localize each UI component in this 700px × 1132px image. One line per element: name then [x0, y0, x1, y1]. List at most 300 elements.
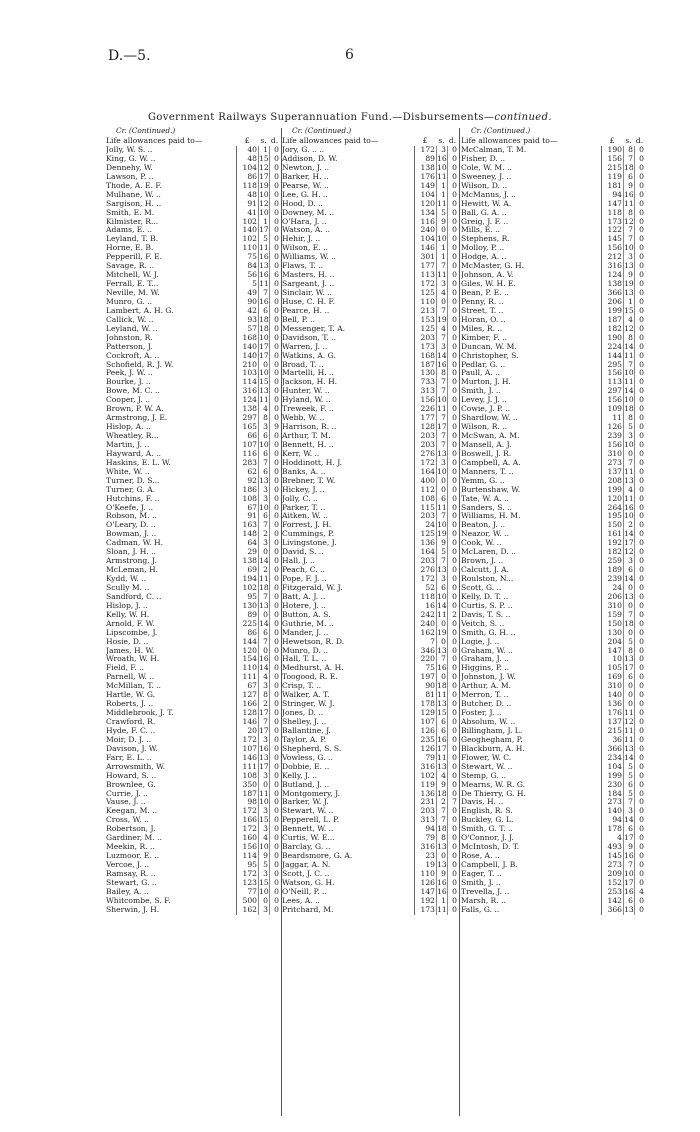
amount-shillings: 6 [436, 584, 447, 593]
amount-pence: 0 [634, 754, 645, 763]
amount-pounds: 172 [236, 825, 258, 834]
payee-name: Arthur, A. M. [461, 682, 512, 691]
amount-shillings: 0 [258, 361, 269, 370]
amount-pence: 0 [269, 691, 280, 700]
amount-shillings: 7 [623, 155, 634, 164]
amount-pence: 0 [269, 557, 280, 566]
payee-name: O'Leary, D. .. [106, 521, 156, 530]
amount-pounds: 48 [236, 155, 258, 164]
amount-pounds: 253 [601, 888, 623, 897]
amount-pounds: 234 [601, 754, 623, 763]
amount-pounds: 102 [236, 584, 258, 593]
amount-shillings: 12 [259, 162, 269, 172]
amount-pence: 0 [447, 718, 458, 727]
payee-name: Johnston, J. W. [461, 673, 516, 682]
amount-pounds: 136 [601, 700, 623, 709]
ledger-column-1 [106, 126, 280, 915]
amount-pence: 0 [269, 164, 280, 173]
amount-pounds: 273 [601, 459, 623, 468]
amount-pence: 0 [447, 191, 458, 200]
amount-pence: 0 [447, 781, 458, 790]
payee-name: Leyland, T. B. [106, 235, 159, 244]
amount-shillings: 8 [258, 414, 269, 423]
amount-pence: 0 [269, 253, 280, 262]
amount-pounds: 108 [414, 495, 436, 504]
payee-name: Lambert, A. H. G. [106, 306, 174, 315]
amount-pence: 0 [269, 405, 280, 414]
amount-pence: 0 [447, 575, 458, 584]
amount-pounds: 110 [414, 298, 436, 307]
payee-name: Cadman, W. H. [106, 539, 163, 548]
amount-pounds: 276 [414, 566, 436, 575]
amount-pounds: 276 [414, 450, 436, 459]
amount-pounds: 126 [601, 423, 623, 432]
amount-shillings: 6 [258, 432, 269, 441]
amount-shillings: 10 [624, 868, 634, 878]
amount-pence: 0 [269, 468, 280, 477]
amount-shillings: 7 [436, 557, 447, 566]
amount-pounds: 124 [236, 396, 258, 405]
amount-pence: 0 [269, 816, 280, 825]
payee-name: Kelly, D. T. .. [461, 592, 509, 601]
column-heading: Life allowances paid to— [461, 136, 558, 145]
payee-name: Sanders, S. .. [461, 503, 512, 512]
amount-pence: 0 [447, 504, 458, 513]
amount-shillings: 10 [259, 797, 269, 807]
amount-shillings: 18 [437, 824, 447, 834]
payee-name: Toogood, R. E. [282, 673, 338, 682]
payee-name: Fitzgerald, W. J. [282, 583, 343, 592]
amount-pence: 0 [269, 369, 280, 378]
amount-pence: 0 [634, 146, 645, 155]
payee-name: Mearns, W. R. G. [461, 780, 526, 789]
amount-shillings: 13 [437, 645, 447, 655]
amount-pounds: 182 [601, 548, 623, 557]
amount-pounds: 164 [414, 468, 436, 477]
payee-name: Parker, T. .. [282, 503, 326, 512]
payee-name: Neville, M. W. [106, 289, 160, 297]
amount-shillings: 8 [623, 647, 634, 656]
amount-shillings: 8 [623, 146, 634, 155]
payee-name: Campbell, A. A. [461, 458, 521, 467]
amount-shillings: 11 [624, 725, 634, 735]
amount-pounds: 173 [414, 906, 436, 915]
amount-shillings: 0 [436, 226, 447, 235]
amount-pounds: 77 [236, 888, 258, 897]
amount-pounds: 273 [601, 861, 623, 870]
amount-pence: 0 [447, 763, 458, 772]
payee-name: Mansell, A. J. [461, 440, 512, 449]
payee-name: Eager, T. .. [461, 869, 502, 878]
amount-pence: 0 [269, 825, 280, 834]
amount-pounds: 36 [601, 736, 623, 745]
amount-pounds: 138 [236, 405, 258, 414]
payee-name: Beardsmore, G. A. [282, 852, 353, 861]
amount-pounds: 104 [601, 763, 623, 772]
amount-pence: 0 [447, 861, 458, 870]
amount-shillings: 10 [624, 368, 634, 378]
amount-pounds: 108 [236, 495, 258, 504]
payee-name: Armstrong, J. E. [106, 414, 168, 423]
payee-name: Sinclair, W. .. [282, 289, 332, 297]
amount-pounds: 493 [601, 843, 623, 852]
amount-shillings: 10 [624, 439, 634, 449]
amount-pounds: 163 [236, 521, 258, 530]
amount-pounds: 125 [414, 325, 436, 334]
amount-pounds: 118 [414, 593, 436, 602]
amount-pounds: 226 [414, 405, 436, 414]
amount-pounds: 130 [236, 602, 258, 611]
amount-shillings: 7 [623, 361, 634, 370]
amount-shillings: 0 [623, 700, 634, 709]
amount-pence: 0 [269, 298, 280, 307]
amount-pence: 0 [269, 673, 280, 682]
amount-pounds: 95 [236, 861, 258, 870]
amount-pence: 0 [447, 727, 458, 736]
payee-name: Wroath, W. H. [106, 655, 160, 664]
amount-shillings: 0 [436, 638, 447, 647]
amount-pounds: 107 [236, 441, 258, 450]
amount-pounds: 40 [236, 146, 258, 155]
amount-pence: 0 [447, 548, 458, 557]
payee-name: Jaggar, A. N. [282, 861, 331, 869]
amount-shillings: 2 [258, 530, 269, 539]
amount-shillings: 15 [437, 708, 447, 718]
amount-pounds: 16 [414, 602, 436, 611]
amount-pounds: 283 [236, 459, 258, 468]
payee-name: Wilson, R. .. [461, 423, 508, 432]
payee-name: Whitcombe, S. F. [106, 896, 171, 905]
payee-name: Neazor, W. .. [461, 530, 509, 539]
payee-name: Watkins, A. G. [282, 351, 336, 360]
amount-shillings: 11 [259, 395, 269, 405]
payee-name: Jackson, H. H. [282, 378, 338, 387]
payee-name: Brown, J. .. [461, 557, 504, 566]
amount-pounds: 84 [236, 262, 258, 271]
amount-pence: 0 [447, 325, 458, 334]
payee-name: Shepherd, S. S. [282, 744, 342, 753]
amount-shillings: 19 [259, 180, 269, 190]
amount-shillings: 3 [623, 432, 634, 441]
amount-shillings: 9 [258, 852, 269, 861]
amount-pence: 0 [634, 477, 645, 486]
payee-name: Currie, J. .. [106, 789, 148, 798]
amount-pence: 0 [269, 280, 280, 289]
payee-name: Kilmister, R... [106, 217, 159, 226]
payee-name: Hunter, W. .. [282, 387, 330, 396]
amount-shillings: 10 [259, 886, 269, 896]
amount-pence: 0 [269, 387, 280, 396]
amount-shillings: 10 [259, 189, 269, 199]
amount-pounds: 224 [601, 343, 623, 352]
amount-pounds: 153 [414, 316, 436, 325]
amount-shillings: 18 [624, 162, 634, 172]
amount-pounds: 115 [414, 504, 436, 513]
amount-pence: 0 [634, 262, 645, 271]
payee-name: Cole, W. M. .. [461, 163, 512, 172]
payee-name: Banks, A. .. [282, 467, 326, 476]
amount-shillings: 3 [436, 343, 447, 352]
amount-shillings: 5 [258, 861, 269, 870]
amount-shillings: 13 [259, 261, 269, 271]
amount-shillings: 3 [623, 807, 634, 816]
amount-pounds: 29 [236, 548, 258, 557]
payee-name: Mitchell, W. J. [106, 271, 159, 280]
payee-name: McMaster, G. H. [461, 262, 525, 271]
payee-name: Hartle, W. G. [106, 691, 156, 700]
amount-pence: 0 [269, 790, 280, 799]
amount-pence: 0 [269, 378, 280, 387]
amount-pence: 0 [634, 218, 645, 227]
amount-shillings: 0 [623, 682, 634, 691]
amount-shillings: 7 [258, 638, 269, 647]
amount-pounds: 138 [236, 557, 258, 566]
amount-pounds: 113 [601, 378, 623, 387]
payee-name: Butland, J. .. [282, 780, 330, 789]
payee-name: McLaren, D. .. [461, 548, 516, 557]
amount-shillings: 6 [436, 718, 447, 727]
amount-shillings: 6 [258, 468, 269, 477]
amount-shillings: 14 [624, 386, 634, 396]
amount-pence: 0 [634, 861, 645, 870]
payee-name: Hislop, J. .. [106, 601, 148, 610]
amount-shillings: 3 [258, 495, 269, 504]
amount-pence: 0 [447, 834, 458, 843]
payee-name: McCalman, T. M. [461, 146, 527, 154]
amount-pence: 0 [634, 504, 645, 513]
amount-shillings: 19 [437, 529, 447, 539]
amount-pounds: 156 [414, 396, 436, 405]
payee-name: Beaton, J. .. [461, 521, 506, 530]
amount-pence: 0 [634, 825, 645, 834]
amount-pence: 0 [634, 191, 645, 200]
payee-name: Burtenshaw, W. [461, 485, 521, 494]
amount-pounds: 75 [414, 664, 436, 673]
amount-pounds: 69 [236, 566, 258, 575]
payee-name: Thode, A. E. F. [106, 181, 162, 190]
payee-name: Masters, H. .. [282, 271, 335, 280]
amount-pence: 0 [269, 834, 280, 843]
payee-name: Callick, W. .. [106, 315, 154, 324]
amount-shillings: 3 [258, 807, 269, 816]
amount-pounds: 264 [601, 504, 623, 513]
amount-shillings: 0 [623, 691, 634, 700]
amount-pounds: 316 [236, 387, 258, 396]
payee-name: Street, T. .. [461, 306, 504, 315]
payee-name: Hood, D. .. [282, 199, 323, 208]
amount-shillings: 13 [437, 761, 447, 771]
amount-pounds: 146 [236, 718, 258, 727]
amount-pounds: 176 [601, 709, 623, 718]
amount-pounds: 173 [601, 218, 623, 227]
amount-pounds: 297 [601, 387, 623, 396]
amount-pence: 0 [447, 709, 458, 718]
amount-pounds: 104 [236, 164, 258, 173]
amount-pence: 0 [634, 790, 645, 799]
amount-pence: 0 [269, 334, 280, 343]
amount-shillings: 1 [436, 182, 447, 191]
amount-shillings: 13 [624, 743, 634, 753]
payee-name: Adams, E. .. [106, 226, 152, 235]
payee-name: Hutchins, F. .. [106, 494, 160, 503]
amount-pence: 0 [447, 316, 458, 325]
amount-pence: 0 [634, 575, 645, 584]
payee-name: Giles, W. H. E. [461, 280, 516, 289]
title-continued: continued. [494, 112, 552, 123]
amount-shillings: 9 [436, 781, 447, 790]
amount-pence: 0 [634, 521, 645, 530]
amount-pounds: 138 [601, 280, 623, 289]
amount-pence: 0 [269, 146, 280, 155]
amount-shillings: 6 [623, 897, 634, 906]
payee-name: Scully M. .. [106, 583, 150, 592]
amount-shillings: 8 [623, 334, 634, 343]
amount-pence: 0 [447, 664, 458, 673]
amount-pence: 0 [447, 673, 458, 682]
amount-pence: 0 [447, 539, 458, 548]
payee-name: Sargeant, J. .. [282, 280, 335, 289]
amount-pence: 0 [634, 378, 645, 387]
amount-pence: 0 [634, 512, 645, 521]
amount-shillings: 5 [258, 235, 269, 244]
amount-shillings: 13 [437, 842, 447, 852]
amount-pounds: 147 [414, 888, 436, 897]
payee-name: Sherwin, J. H. [106, 905, 160, 914]
payee-name: Brown, P. W. A. [106, 405, 164, 414]
amount-pounds: 152 [601, 879, 623, 888]
amount-pence: 0 [447, 736, 458, 745]
payee-name: Peach, C. .. [282, 566, 325, 575]
payee-name: Sweeney, J. .. [461, 172, 512, 181]
amount-pounds: 189 [601, 566, 623, 575]
amount-pounds: 242 [414, 611, 436, 620]
payee-name: Walker, A. T. [282, 691, 330, 700]
amount-shillings: 16 [437, 734, 447, 744]
amount-pence: 0 [447, 423, 458, 432]
payee-name: Bowe, M. C. .. [106, 387, 160, 396]
amount-pounds: 184 [601, 790, 623, 799]
payee-name: Arrowsmith, W. [106, 762, 166, 771]
payee-name: Davis, T. S. .. [461, 610, 511, 619]
payee-name: Kerr, W. .. [282, 449, 320, 458]
amount-shillings: 10 [437, 234, 447, 244]
payee-name: Hoddinott, H. J. [282, 458, 343, 467]
amount-shillings: 0 [436, 852, 447, 861]
amount-shillings: 7 [436, 655, 447, 664]
payee-name: Watson, A. .. [282, 226, 331, 235]
amount-shillings: 17 [259, 171, 269, 181]
payee-name: Tate, W. A. .. [461, 494, 509, 503]
amount-pence: 2 [447, 611, 458, 620]
amount-pence: 0 [447, 280, 458, 289]
payee-name: Harrison, R. .. [282, 423, 337, 432]
amount-pence: 0 [269, 897, 280, 906]
amount-pence: 0 [634, 781, 645, 790]
amount-pounds: 346 [414, 647, 436, 656]
amount-pence: 0 [447, 790, 458, 799]
amount-pounds: 230 [601, 781, 623, 790]
amount-pounds: 301 [414, 253, 436, 262]
payee-name: Martelli, H. .. [282, 369, 334, 378]
amount-pence: 0 [447, 414, 458, 423]
amount-shillings: 7 [258, 459, 269, 468]
amount-shillings: 11 [624, 734, 634, 744]
amount-shillings: 10 [259, 332, 269, 342]
payee-name: Bell, P. .. [282, 315, 315, 324]
amount-pence: 0 [634, 316, 645, 325]
amount-shillings: 0 [258, 781, 269, 790]
amount-pence: 0 [269, 602, 280, 611]
amount-shillings: 17 [624, 833, 634, 843]
payee-name: Jones, D. .. [282, 709, 324, 718]
payee-name: Wilson, D. .. [461, 181, 508, 190]
amount-pence: 0 [269, 226, 280, 235]
amount-shillings: 4 [623, 316, 634, 325]
amount-pounds: 172 [414, 146, 436, 155]
amount-pounds: 126 [414, 745, 436, 754]
amount-pounds: 140 [601, 807, 623, 816]
amount-shillings: 14 [624, 752, 634, 762]
amount-shillings: 15 [259, 153, 269, 163]
amount-pounds: 168 [414, 352, 436, 361]
amount-shillings: 11 [624, 493, 634, 503]
payee-name: Howard, S. .. [106, 771, 157, 780]
amount-shillings: 18 [437, 788, 447, 798]
amount-shillings: 12 [624, 216, 634, 226]
amount-shillings: 17 [624, 663, 634, 673]
amount-shillings: 11 [437, 404, 447, 414]
amount-shillings: 11 [624, 466, 634, 476]
amount-pence: 0 [269, 888, 280, 897]
amount-pounds: 203 [414, 441, 436, 450]
amount-pounds: 150 [601, 521, 623, 530]
amount-pounds: 98 [236, 798, 258, 807]
amount-shillings: 3 [258, 906, 269, 915]
payee-name: Trevella, J. .. [461, 887, 510, 896]
amount-pence: 0 [447, 200, 458, 209]
amount-pounds: 199 [601, 772, 623, 781]
amount-pounds: 90 [236, 298, 258, 307]
payee-name: Stephens, R. [461, 235, 510, 244]
amount-pence: 0 [447, 486, 458, 495]
amount-shillings: 14 [259, 556, 269, 566]
amount-pence: 0 [269, 414, 280, 423]
amount-pence: 0 [269, 611, 280, 620]
payee-name: Falls, G. .. [461, 905, 500, 914]
amount-pence: 0 [269, 244, 280, 253]
amount-pounds: 108 [236, 772, 258, 781]
payee-name: Christopher, S. [461, 351, 519, 360]
ledger-column-2 [282, 126, 458, 915]
amount-pence: 0 [447, 369, 458, 378]
amount-shillings: 12 [624, 717, 634, 726]
amount-shillings: 0 [436, 620, 447, 629]
amount-pence: 0 [634, 655, 645, 664]
amount-pence: 0 [634, 834, 645, 843]
amount-pence: 0 [634, 164, 645, 173]
amount-pounds: 181 [601, 182, 623, 191]
amount-pounds: 86 [236, 629, 258, 638]
amount-shillings: 7 [623, 459, 634, 468]
payee-name: Dennehy, W. [106, 163, 153, 172]
amount-shillings: 9 [623, 843, 634, 852]
payee-name: Pritchard, M. [282, 905, 334, 914]
amount-shillings: 7 [436, 262, 447, 271]
payee-name: Middlebrook, J. T. [106, 709, 174, 718]
amount-pence: 0 [269, 798, 280, 807]
shillings-unit: s. [438, 136, 445, 145]
amount-pence: 0 [634, 450, 645, 459]
